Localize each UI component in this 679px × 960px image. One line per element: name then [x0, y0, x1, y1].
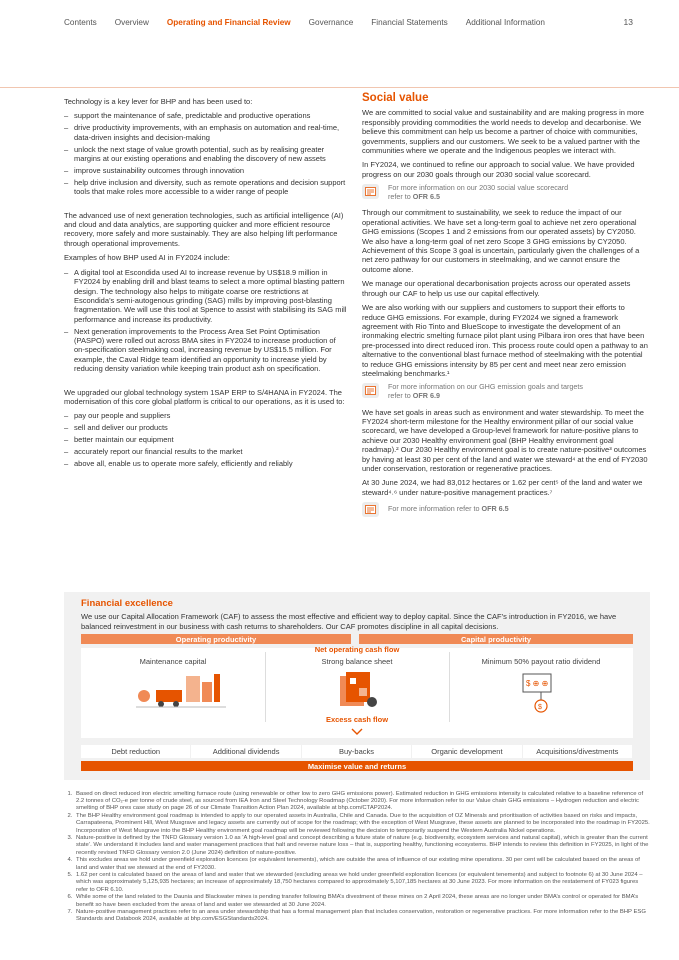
social-value-paragraph: We manage our operational decarbonisation projects across our operated assets through our CAF to help us use our capital effectively.: [362, 279, 631, 298]
footnote: 4. This excludes areas we hold under greenfield exploration licences (or equivalent tenements), which are outside the area of influence of our existing mine operations. 30 per cent will be calculated based on the areas of land and water that we steward at the end of FY2030.: [74, 857, 650, 871]
use-organic-development: Organic development: [412, 745, 522, 758]
list-item: – drive productivity improvements, with an emphasis on automation and real-time, data-driven insights and decision-making: [64, 123, 348, 142]
list-item: – Next generation improvements to the Process Area Set Point Optimisation (PASPO) were rolled out across BMA sites in FY2024 to increase production of on-specification steelmaking coal, increasing revenue by US$15.5 million. For example, the Caval Ridge team identified an opportunity to increase yield by reducing density variation while keeping train product ash on specification.: [64, 327, 348, 374]
more-info-text: For more information on our GHG emission goals and targets refer to OFR 6.9: [388, 382, 583, 400]
nav-overview[interactable]: Overview: [114, 17, 149, 27]
nav-operating-financial-review[interactable]: Operating and Financial Review: [166, 17, 291, 27]
list-item: – accurately report our financial results to the market: [64, 447, 348, 456]
footnote: 5. 1.62 per cent is calculated based on the areas of land and water that we stewarded (excluding areas we hold under greenfield exploration licences (or equivalent tenements) and subject to footnote 6) at 30 June 2024 – which was approximately 5,125,935 hectares; an increase of approximately 18,750 hectares compared to approximately 5,107,185 hectares at 30 June 2023. For more information on the restatement of FY023 figures refer to OFR 6.10.: [74, 872, 650, 894]
social-value-paragraph: We are also working with our suppliers and customers to support their efforts to reduce GHG emissions. For example, during FY2024 we signed a framework agreement with Rio Tinto and BlueScope to investigate the development of an ironmaking electric smelting furnace pilot plant using Pilbara iron ores that have been pre-processed into direct reduced iron. This process route could open a pathway to an alternative to the conventional blast furnace method of steelmaking with the potential to reduce GHG emissions intensity by 85 per cent and meet near zero emission steelmaking benchmarks.¹: [362, 303, 648, 378]
page-number: 13: [623, 17, 633, 27]
list-item: – A digital tool at Escondida used AI to increase revenue by US$18.9 million in FY2024 by enabling drill and blast teams to select a more optimal blasting pattern design. The technology also helps to mitigate coarse ore restrictions at Escondida’s semi-autogenous grinding (SAG) mills by improving post-blasting fragmentation. We will use this tool at Spence to assist with stabilising its SAG mill performance and increase its productivity.: [64, 268, 348, 324]
category-payout-dividend: Minimum 50% payout ratio dividend: [481, 657, 601, 666]
capital-uses: [81, 745, 633, 758]
more-info-text: For more information refer to OFR 6.5: [388, 504, 509, 514]
list-item: – improve sustainability outcomes through innovation: [64, 166, 348, 175]
footnote: 7. Nature-positive management practices refer to an area under stewardship that has a formal management plan that includes conservation, restoration or regenerative practices. For more information refer to the BHP ESG Standards and Databook 2024, available at bhp.com/ESGStandards2024.: [74, 909, 650, 923]
list-item: – unlock the next stage of value growth potential, such as by realising greater margins at our existing operations and enabling the discovery of new assets: [64, 145, 348, 164]
nav-contents[interactable]: Contents: [64, 17, 97, 27]
svg-text:$: $: [538, 704, 542, 711]
use-acquisitions-divestments: Acquisitions/divestments: [523, 745, 633, 758]
header-divider: [0, 87, 679, 88]
ai-intro: Examples of how BHP used AI in FY2024 include:: [64, 253, 230, 263]
footnote: 3. Nature-positive is defined by the TNFD Glossary version 1.0 as ‘A high-level goal and concept describing a future state of nature (e.g. biodiversity, ecosystem services and natural capital), which is greater than the current state’. We understand it includes land and water management practices that halt and reverse nature loss – that is, supporting healthy, functioning ecosystems. BHP intends to review this definition in FY2025, in light of the recently revised TNFD Glossary version 2.0 (June 2024) definition of nature-positive.: [74, 835, 650, 857]
excess-cash-flow-label: Excess cash flow: [325, 714, 389, 724]
category-strong-balance-sheet: Strong balance sheet: [321, 657, 393, 666]
operating-productivity-bar: Operating productivity: [81, 634, 351, 644]
ai-paragraph: The advanced use of next generation technologies, such as artificial intelligence (AI) and cloud and data analytics, are supporting quicker and more efficient resource recovery, more safely and more sustainably. They are also helping lift performance through operational improvements.: [64, 210, 344, 248]
list-item: – pay our people and suppliers: [64, 411, 348, 420]
social-value-paragraph: At 30 June 2024, we had 83,012 hectares or 1.62 per cent⁵ of the land and water we steward⁴˒⁶ under nature-positive management practices.⁷: [362, 478, 643, 497]
more-info-link[interactable]: [362, 383, 648, 400]
nav-financial-statements[interactable]: Financial Statements: [371, 17, 448, 27]
footnote: 2. The BHP Healthy environment goal roadmap is intended to apply to our operated assets in Australia, Chile and Canada. Due to the acquisition of OZ Minerals and prioritisation of activities based on risks and impacts, Carrapateena, Prominent Hill, West Musgrave and legacy assets are currently out of scope for the roadmap; with the exception of West Musgrave, these assets are planned to be incorporated into the roadmap in FY2025. Incorporation of West Musgrave into the BHP Healthy environment goal roadmap will be reviewed following the decision to temporarily suspend the Western Australia Nickel operations.: [74, 813, 650, 835]
capital-productivity-bar: Capital productivity: [359, 634, 633, 644]
nav-governance[interactable]: Governance: [308, 17, 354, 27]
more-info-text: For more information on our 2030 social value scorecard refer to OFR 6.5: [388, 183, 569, 201]
list-item: – support the maintenance of safe, predictable and productive operations: [64, 111, 348, 120]
financial-excellence-title: Financial excellence: [81, 598, 173, 609]
dividend-icon: [517, 670, 567, 716]
document-icon: [362, 184, 379, 199]
use-additional-dividends: Additional dividends: [191, 745, 301, 758]
more-info-link[interactable]: [362, 184, 648, 201]
sap-bullets: [64, 411, 348, 468]
use-buy-backs: Buy-backs: [302, 745, 412, 758]
use-debt-reduction: Debt reduction: [81, 745, 191, 758]
list-item: – better maintain our equipment: [64, 435, 348, 444]
list-item: – above all, enable us to operate more safely, efficiently and reliably: [64, 459, 348, 468]
list-item: – sell and deliver our products: [64, 423, 348, 432]
sap-paragraph: We upgraded our global technology system 1SAP ERP to S/4HANA in FY2024. The modernisation of this core global platform is critical to our operations, as it is used to:: [64, 387, 345, 407]
footnote: 6. While some of the land related to the Daunia and Blackwater mines is pending transfer following BMA’s divestment of these mines on 2 April 2024, these areas are no longer under BMA’s control or operated for BMA’s benefit so have been excluded from the areas of land and water we stewarded at 30 June 2024.: [74, 894, 650, 908]
technology-intro: Technology is a key lever for BHP and has been used to:: [64, 97, 253, 106]
more-info-link[interactable]: [362, 502, 648, 517]
nav-additional-information[interactable]: Additional Information: [465, 17, 545, 27]
maximise-value-bar: Maximise value and returns: [81, 761, 633, 771]
technology-bullets: [64, 111, 348, 196]
caf-categories: [81, 644, 633, 738]
mining-equipment-icon: [136, 670, 226, 708]
footnotes: [64, 791, 650, 924]
ai-bullets: [64, 268, 348, 374]
top-navigation: [64, 14, 633, 30]
left-column: [64, 97, 348, 475]
social-value-paragraph: We have set goals in areas such as environment and water stewardship. To meet the FY2024 short-term milestone for the Healthy environment pillar of our social value scorecard, we have developed a Group-level framework for nature-positive plans to achieve our 2030 Healthy environment goal (BHP Healthy environment goal roadmap).² Our 2030 Healthy environment goal is to create nature-positive³ outcomes by having at least 30 per cent of the land and water we steward⁴ at the end of FY2030 under conservation, restoration or regenerative practices.: [362, 407, 648, 473]
chevron-down-icon: [351, 728, 363, 736]
right-column: [362, 94, 648, 524]
category-maintenance-capital: Maintenance capital: [139, 657, 207, 666]
social-value-paragraph: Through our commitment to sustainability, we seek to reduce the impact of our operational activities. We have set a long-term goal to achieve net zero operational GHG emissions (Scopes 1 and 2 emissions from our operated assets) by CY2050. We also have a long-term goal of net zero Scope 3 GHG emissions by CY2050. Achievement of this Scope 3 goal is uncertain, particularly given the challenges of a net zero pathway for our customers in steelmaking, and we cannot ensure the outcome alone.: [362, 208, 640, 274]
list-item: – help drive inclusion and diversity, such as remote operations and decision support tools that make roles more accessible to a wider range of people: [64, 178, 348, 197]
social-value-paragraph: We are committed to social value and sustainability and are making progress in more responsibly providing commodities the world needs to develop and decarbonise. We believe this commitment can help us become a partner of choice with communities, governments, suppliers and our customers. We seek to be a valued partner with the communities where we operate and the Indigenous peoples we interact with.: [362, 108, 645, 156]
footnote: 1. Based on direct reduced iron electric smelting furnace route (using renewable or other low to zero GHG emissions power). Estimated reduction in GHG emissions intensity is calculated relative to a baseline reference of 2.2 tonnes of CO₂-e per tonne of crude steel, as sourced from IEA Iron and Steel Technology Roadmap (October 2020). For more information refer to our Value chain GHG emissions – Hydrogen reduction and electric smelting of BHP ores case study on page 26 of our Climate Transition Action Plan 2024, available at bhp.com/CTAP2024.: [74, 791, 650, 813]
financial-excellence-panel: [64, 592, 650, 780]
social-value-paragraph: In FY2024, we continued to refine our approach to social value. We have provided progress on our 2030 goals through our 2030 social value scorecard.: [362, 160, 635, 179]
document-icon: [362, 502, 379, 517]
financial-excellence-intro: We use our Capital Allocation Framework (CAF) to assess the most effective and efficient way to deploy capital. Since the CAF’s introduction in FY2016, we have balanced reinvestment in our business with cash returns to shareholders. Our CAF promotes discipline in all capital decisions.: [81, 612, 617, 631]
document-icon: [362, 383, 379, 398]
svg-text:$ ⊕ ⊕: $ ⊕ ⊕: [526, 679, 549, 688]
net-operating-cash-flow-label: Net operating cash flow: [314, 644, 400, 654]
social-value-heading: Social value: [362, 92, 429, 104]
balance-sheet-icon: [334, 670, 384, 710]
